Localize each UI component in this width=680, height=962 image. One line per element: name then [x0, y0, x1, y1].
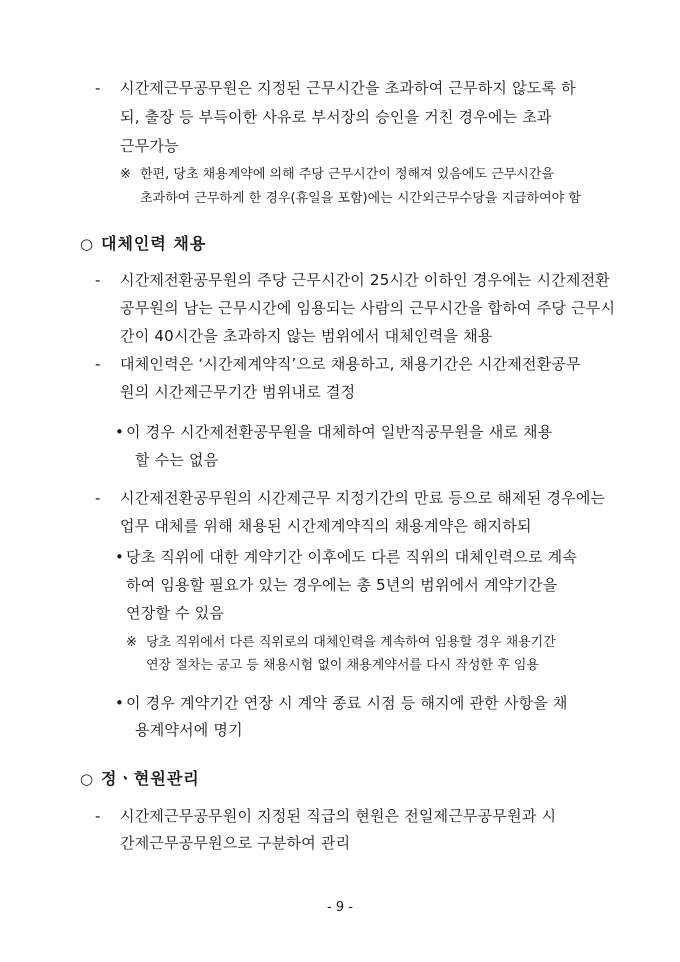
bullet-line: 당초 직위에 대한 계약기간 이후에도 다른 직위의 대체인력으로 계속	[126, 548, 578, 566]
page-number: - 9 -	[327, 900, 353, 915]
paragraph-line: 시간제근무공무원은 지정된 근무시간을 초과하여 근무하지 않도록 하	[120, 79, 576, 97]
note-line: 한편, 당초 채용계약에 의해 주당 근무시간이 정해져 있음에도 근무시간을	[140, 167, 554, 182]
note-line: 당초 직위에서 다른 직위로의 대체인력을 계속하여 임용할 경우 채용기간	[146, 635, 556, 650]
paragraph-line: 대체인력은 ‘시간제계약직’으로 채용하고, 채용기간은 시간제전환공무	[120, 355, 581, 373]
note-line: 초과하여 근무하게 한 경우(휴일을 포함)에는 시간외근무수당을 지급하여야 함	[140, 191, 581, 206]
paragraph-line: 근무가능	[120, 137, 179, 155]
section-title: 정ㆍ현원관리	[101, 769, 200, 788]
paragraph-line: 되, 출장 등 부득이한 사유로 부서장의 승인을 거친 경우에는 초과	[120, 108, 552, 126]
paragraph-line: 원의 시간제근무기간 범위내로 결정	[120, 383, 356, 401]
note-marker: ※	[120, 167, 131, 182]
bullet-dot-icon: •	[115, 423, 124, 441]
bullet-line: 용계약서에 명기	[135, 721, 243, 739]
dash-marker: -	[95, 271, 101, 289]
circle-bullet-icon: ○	[80, 770, 94, 788]
paragraph-line: 시간제전환공무원의 주당 근무시간이 25시간 이하인 경우에는 시간제전환	[120, 271, 610, 289]
paragraph-line: 공무원의 남는 근무시간에 임용되는 사람의 근무시간을 합하여 주당 근무시	[120, 299, 616, 317]
dash-marker: -	[95, 489, 101, 507]
paragraph-line: 간제근무공무원으로 구분하여 관리	[120, 834, 351, 852]
paragraph-line: 업무 대체를 위해 채용된 시간제계약직의 채용계약은 해지하되	[120, 517, 532, 535]
dash-marker: -	[95, 79, 101, 97]
bullet-line: 이 경우 계약기간 연장 시 계약 종료 시점 등 해지에 관한 사항을 채	[126, 694, 568, 712]
paragraph-line: 시간제전환공무원의 시간제근무 지정기간의 만료 등으로 해제된 경우에는	[120, 489, 606, 507]
dash-marker: -	[95, 355, 101, 373]
note-line: 연장 절차는 공고 등 채용시험 없이 채용계약서를 다시 작성한 후 임용	[146, 658, 539, 673]
bullet-dot-icon: •	[115, 548, 124, 566]
dash-marker: -	[95, 807, 101, 825]
note-marker: ※	[126, 635, 137, 650]
paragraph-line: 시간제근무공무원이 지정된 직급의 현원은 전일제근무공무원과 시	[120, 807, 557, 825]
circle-bullet-icon: ○	[80, 235, 94, 253]
paragraph-line: 간이 40시간을 초과하지 않는 범위에서 대체인력을 채용	[120, 327, 493, 345]
section-title: 대체인력 채용	[101, 234, 207, 253]
bullet-line: 할 수는 없음	[135, 451, 219, 469]
bullet-line: 연장할 수 있음	[126, 604, 225, 622]
bullet-dot-icon: •	[115, 694, 124, 712]
bullet-line: 하여 임용할 필요가 있는 경우에는 총 5년의 범위에서 계약기간을	[126, 576, 558, 594]
bullet-line: 이 경우 시간제전환공무원을 대체하여 일반직공무원을 새로 채용	[126, 423, 553, 441]
